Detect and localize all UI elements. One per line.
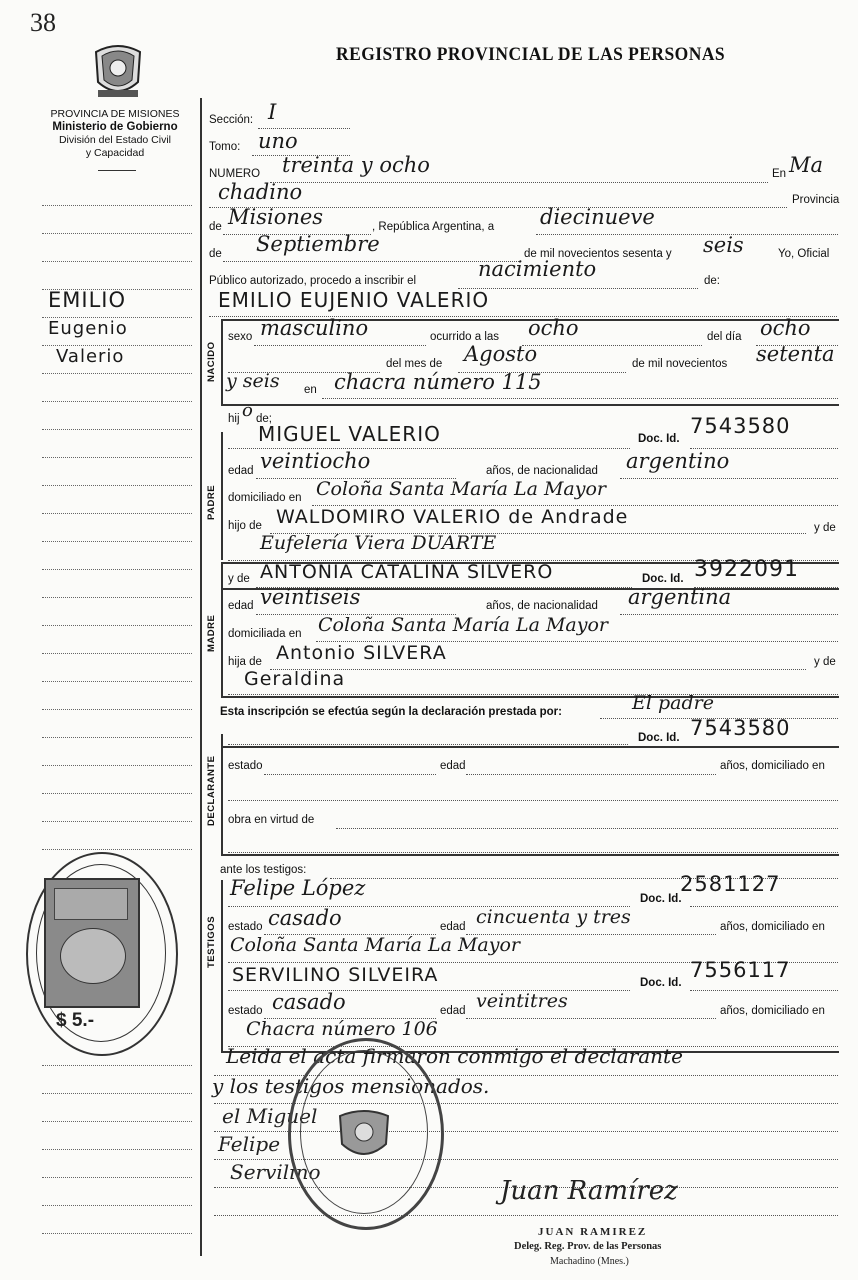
closing-line-2: y los testigos mensionados.: [212, 1074, 490, 1098]
madre-edad-label: edad: [228, 600, 254, 612]
margin-name-first: EMILIO: [48, 288, 127, 312]
sexo-label: sexo: [228, 331, 253, 343]
month-value: Septiembre: [256, 232, 380, 256]
padre-madre-value: Eufelería Viera DUARTE: [260, 532, 497, 554]
madre-yde-label: y de: [228, 573, 250, 585]
declarante-section-label: DECLARANTE: [206, 755, 217, 826]
padre-hijode-value: WALDOMIRO VALERIO de Andrade: [276, 506, 629, 528]
declarante-estado-label: estado: [228, 760, 263, 772]
testigos-ante-label: ante los testigos:: [220, 864, 307, 876]
hijo-value: o: [242, 400, 253, 421]
ministry-block: [30, 108, 200, 160]
declarante-doc-label: Doc. Id.: [638, 732, 680, 744]
province-value: Misiones: [228, 205, 324, 229]
ministry-name: Ministerio de Gobierno: [52, 121, 178, 133]
padre-edad-value: veintiocho: [260, 449, 371, 473]
testigo1-edad-value: cincuenta y tres: [476, 906, 631, 928]
madre-section-label: MADRE: [206, 614, 217, 652]
ministry-division: División del Estado Civil: [58, 134, 172, 146]
madre-dom-value: Coloña Santa María La Mayor: [318, 614, 609, 636]
testigo2-edad-label: edad: [440, 1005, 466, 1017]
revenue-stamp-value: $ 5.-: [56, 1010, 95, 1031]
hijo-label: hij: [228, 413, 240, 425]
dia-value: ocho: [760, 316, 811, 340]
nacido-section-line: [221, 319, 223, 405]
en-value: Ma: [789, 153, 824, 177]
testigo2-estado-value: casado: [272, 990, 346, 1014]
madre-nac-value: argentina: [628, 585, 732, 609]
testigo2-edad-value: veintitres: [476, 990, 568, 1012]
declarante-obra-label: obra en virtud de: [228, 814, 315, 826]
hijo-de-label: de;: [256, 413, 272, 425]
de2-label: de: [209, 248, 222, 260]
nacido-mil-label: de mil novecientos: [632, 358, 728, 370]
signature-declarante: el Miguel: [222, 1104, 318, 1128]
mes-value: Agosto: [464, 342, 538, 366]
day-value: diecinueve: [540, 205, 655, 229]
en-label: En: [772, 168, 787, 180]
margin-name-middle: Eugenio: [48, 318, 128, 339]
signature-testigo-2: Servilino: [230, 1160, 321, 1184]
tomo-label: Tomo:: [209, 141, 241, 153]
page-title: REGISTRO PROVINCIAL DE LAS PERSONAS: [336, 44, 726, 65]
padre-doc-value: 7543580: [690, 414, 791, 438]
anio-cont: y seis: [226, 370, 280, 392]
testigo2-dom-label: años, domiciliado en: [720, 1005, 825, 1017]
city-value: chadino: [218, 180, 303, 204]
acto-value: nacimiento: [478, 257, 597, 281]
numero-label: NUMERO: [209, 168, 261, 180]
declarante-doc-value: 7543580: [690, 716, 791, 740]
madre-doc-label: Doc. Id.: [642, 573, 684, 585]
declarante-dom-label: años, domiciliado en: [720, 760, 825, 772]
madre-edad-value: veintiseis: [260, 585, 361, 609]
padre-name: MIGUEL VALERIO: [258, 422, 441, 446]
official-place: Machadino (Mnes.): [550, 1256, 629, 1267]
padre-dom-value: Coloña Santa María La Mayor: [316, 478, 607, 500]
seccion-label: Sección:: [209, 114, 254, 126]
de3-label: de:: [704, 275, 720, 287]
padre-dom-label: domiciliado en: [228, 492, 302, 504]
official-role: Deleg. Reg. Prov. de las Personas: [514, 1241, 662, 1252]
nacido-bottom-bar: [221, 404, 839, 406]
center-seal-crest-icon: [334, 1108, 394, 1164]
mes-label: del mes de: [386, 358, 443, 370]
numero-value: treinta y ocho: [282, 153, 430, 177]
madre-hijade-value: Antonio SILVERA: [276, 642, 447, 664]
nacido-section-label: NACIDO: [206, 341, 217, 382]
testigo1-estado-value: casado: [268, 906, 342, 930]
margin-name-last: Valerio: [56, 346, 125, 367]
padre-nac-value: argentino: [626, 449, 730, 473]
testigo2-doc-label: Doc. Id.: [640, 977, 682, 989]
publico-label: Público autorizado, procedo a inscribir el: [209, 275, 417, 287]
madre-madre-value: Geraldina: [244, 668, 346, 690]
testigo2-estado-label: estado: [228, 1005, 263, 1017]
republica-label: , República Argentina, a: [372, 221, 495, 233]
declarante-intro: Esta inscripción se efectúa según la declaración prestada por:: [220, 706, 562, 718]
madre-dom-label: domiciliada en: [228, 628, 302, 640]
testigo2-doc-value: 7556117: [690, 958, 791, 982]
provincial-crest-icon: [90, 38, 146, 102]
ministry-capacidad: y Capacidad: [85, 147, 145, 159]
tomo-value: uno: [258, 129, 298, 153]
declarante-por-value: El padre: [632, 692, 714, 714]
madre-doc-value: 3922091: [694, 557, 799, 582]
signature-testigo-1: Felipe: [218, 1132, 281, 1156]
hora-value: ocho: [528, 316, 579, 340]
de-label: de: [209, 221, 222, 233]
madre-name: ANTONIA CATALINA SILVERO: [260, 561, 554, 583]
ministry-divider: [98, 170, 136, 171]
testigos-section-label: TESTIGOS: [206, 915, 217, 968]
testigo2-dom-value: Chacra número 106: [246, 1018, 438, 1040]
page-number: 38: [30, 8, 56, 37]
yo-label: Yo, Oficial: [778, 248, 830, 260]
margin-divider: [200, 98, 202, 1256]
nacido-name: EMILIO EUJENIO VALERIO: [218, 288, 490, 312]
ministry-province: PROVINCIA DE MISIONES: [50, 108, 180, 120]
testigo1-doc-label: Doc. Id.: [640, 893, 682, 905]
madre-bottom-bar: [221, 696, 839, 698]
ocurrido-label: ocurrido a las: [430, 331, 500, 343]
madre-hijade-label: hija de: [228, 656, 262, 668]
padre-doc-label: Doc. Id.: [638, 433, 680, 445]
testigo1-doc-value: 2581127: [680, 872, 781, 896]
year-value: seis: [703, 233, 744, 257]
testigo1-estado-label: estado: [228, 921, 263, 933]
lugar-en-label: en: [304, 384, 317, 396]
madre-section-line: [221, 562, 223, 696]
seccion-value: I: [268, 100, 277, 124]
official-name: JUAN RAMIREZ: [538, 1226, 648, 1238]
padre-section-line: [221, 432, 223, 560]
testigo1-dom-value: Coloña Santa María La Mayor: [230, 934, 521, 956]
revenue-stamp-icon: [44, 878, 140, 1008]
declarante-bottom-bar: [221, 854, 839, 856]
testigo2-name: SERVILINO SILVEIRA: [232, 964, 439, 986]
testigos-section-line: [221, 880, 223, 1052]
sexo-value: masculino: [260, 316, 369, 340]
declarante-edad-label: edad: [440, 760, 466, 772]
lugar-value: chacra número 115: [334, 370, 542, 394]
testigo1-name: Felipe López: [230, 876, 366, 900]
madre-yde2-label: y de: [814, 656, 836, 668]
declarante-doc-bar: [221, 746, 839, 748]
mil-label: de mil novecientos sesenta y: [524, 248, 672, 260]
declarante-section-line: [221, 734, 223, 854]
padre-nac-label: años, de nacionalidad: [486, 465, 598, 477]
deldia-label: del día: [707, 331, 742, 343]
anio-value: setenta: [756, 342, 835, 366]
testigo1-edad-label: edad: [440, 921, 466, 933]
madre-nac-label: años, de nacionalidad: [486, 600, 598, 612]
padre-edad-label: edad: [228, 465, 254, 477]
official-signature: Juan Ramírez: [500, 1176, 678, 1206]
padre-section-label: PADRE: [206, 484, 217, 520]
provincia-label: Provincia: [792, 194, 840, 206]
closing-line-1: Leida el acta firmaron conmigo el declarante: [226, 1044, 683, 1068]
padre-hijode-label: hijo de: [228, 520, 262, 532]
testigo1-dom-label: años, domiciliado en: [720, 921, 825, 933]
padre-yde-label: y de: [814, 522, 836, 534]
